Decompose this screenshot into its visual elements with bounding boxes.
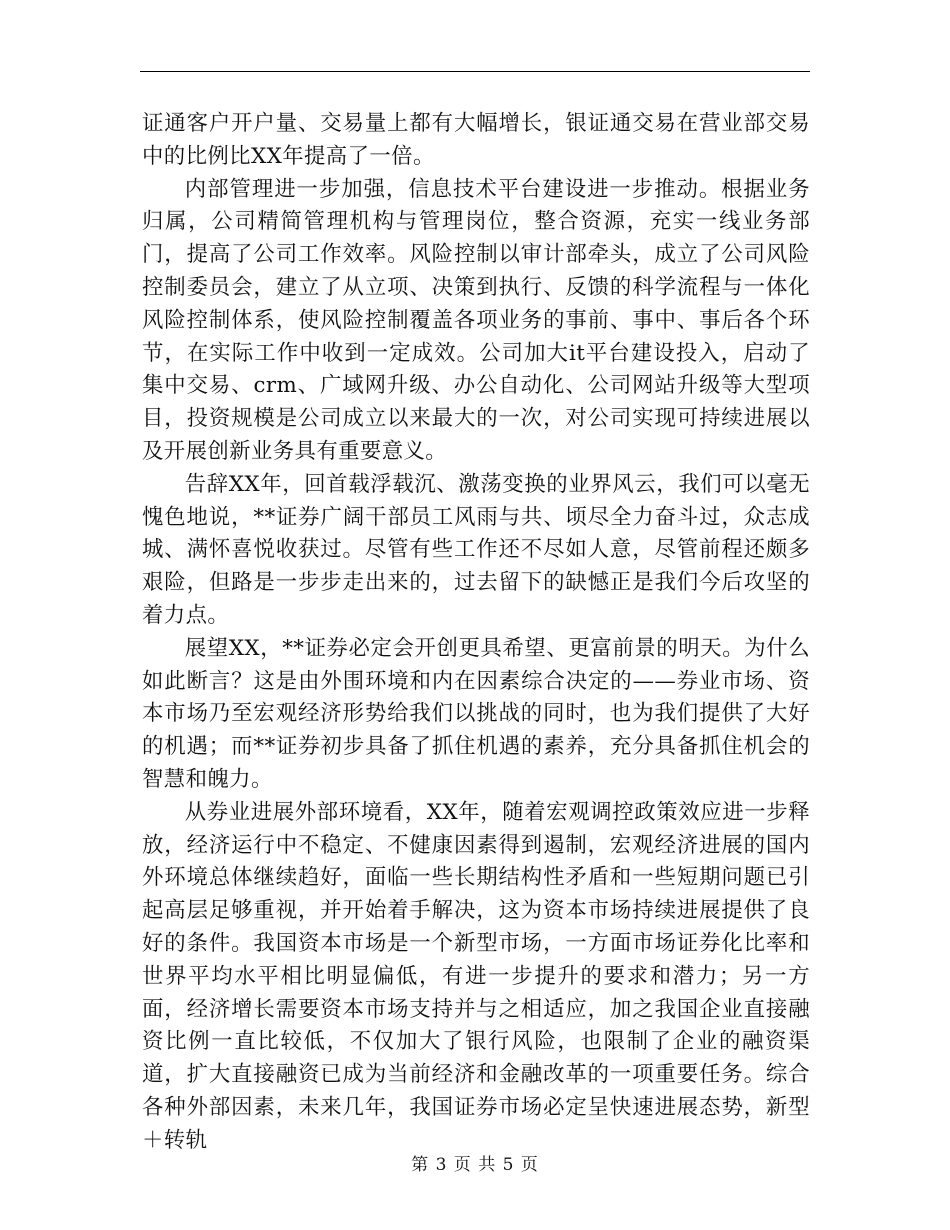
paragraph-4: 展望XX，**证券必定会开创更具希望、更富前景的明天。为什么如此断言？这是由外围环境和内在因素综合决定的——券业市场、资本市场乃至宏观经济形势给我们以挑战的同时，也为我们提供了大好的机遇；而**证券初步具备了抓住机遇的素养，充分具备抓住机会的智慧和魄力。	[142, 635, 810, 792]
page-number-footer: 第 3 页 共 5 页	[411, 1155, 539, 1175]
document-body	[142, 108, 810, 1158]
paragraph-2: 内部管理进一步加强，信息技术平台建设进一步推动。根据业务归属，公司精简管理机构与管理岗位，整合资源，充实一线业务部门，提高了公司工作效率。风险控制以审计部牵头，成立了公司风险控制委员会，建立了从立项、决策到执行、反馈的科学流程与一体化风险控制体系，使风险控制覆盖各项业务的事前、事中、事后各个环节，在实际工作中收到一定成效。公司加大it平台建设投入，启动了集中交易、crm、广域网升级、办公自动化、公司网站升级等大型项目，投资规模是公司成立以来最大的一次，对公司实现可持续进展以及开展创新业务具有重要意义。	[142, 176, 810, 464]
paragraph-1: 证通客户开户量、交易量上都有大幅增长，银证通交易在营业部交易中的比例比XX年提高了一倍。	[142, 111, 810, 169]
paragraph-5: 从券业进展外部环境看，XX年，随着宏观调控政策效应进一步释放，经济运行中不稳定、不健康因素得到遏制，宏观经济进展的国内外环境总体继续趋好，面临一些长期结构性矛盾和一些短期问题已引起高层足够重视，并开始着手解决，这为资本市场持续进展提供了良好的条件。我国资本市场是一个新型市场，一方面市场证券化比率和世界平均水平相比明显偏低，有进一步提升的要求和潜力；另一方面，经济增长需要资本市场支持并与之相适应，加之我国企业直接融资比例一直比较低，不仅加大了银行风险，也限制了企业的融资渠道，扩大直接融资已成为当前经济和金融改革的一项重要任务。综合各种外部因素，未来几年，我国证券市场必定呈快速进展态势，新型＋转轨	[142, 799, 810, 1153]
paragraph-3: 告辞XX年，回首载浮载沉、激荡变换的业界风云，我们可以毫无愧色地说，**证券广阔干部员工风雨与共、顷尽全力奋斗过，众志成城、满怀喜悦收获过。尽管有些工作还不尽如人意，尽管前程还颇多艰险，但路是一步步走出来的，过去留下的缺憾正是我们今后攻坚的着力点。	[142, 471, 810, 628]
header-rule	[140, 71, 810, 72]
